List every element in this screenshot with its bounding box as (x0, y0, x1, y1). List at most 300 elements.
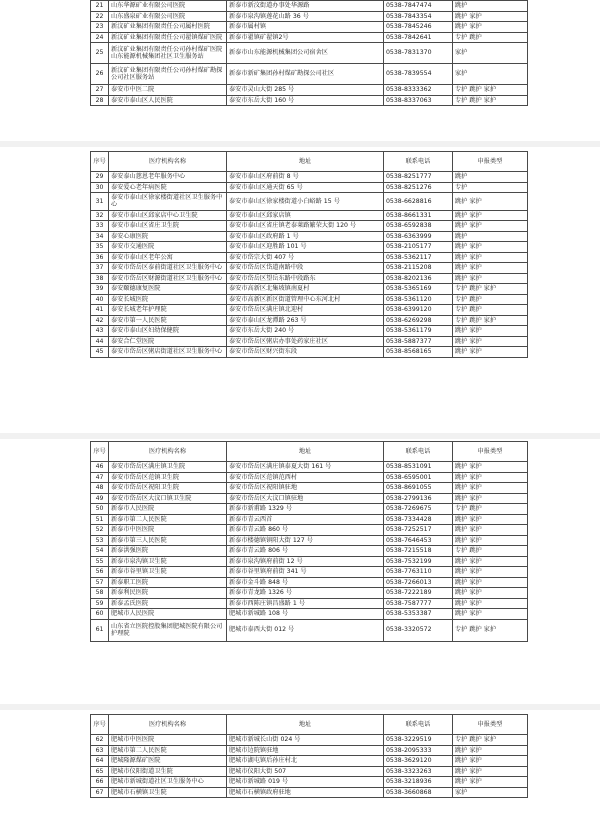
cell-phone: 0538-7845246 (384, 22, 453, 33)
cell-type: 跳护 (453, 1, 528, 12)
cell-phone: 0538-5362117 (384, 252, 453, 263)
cell-address: 新泰市青云西首 (227, 514, 384, 525)
cell-no: 55 (91, 556, 109, 567)
cell-address: 新泰市山东能源机械集团公司宿舍区 (227, 43, 384, 64)
cell-address: 泰安市岱岳区财兴街东段 (227, 347, 384, 358)
cell-address: 泰安市岱岳区祝阳镇驻地 (227, 483, 384, 494)
table-row (91, 556, 528, 567)
cell-address: 肥城市新城长山街 024 号 (227, 735, 384, 746)
cell-no: 56 (91, 567, 109, 578)
cell-phone: 0538-2799136 (384, 493, 453, 504)
cell-no: 25 (91, 43, 109, 64)
table-section-3 (90, 441, 528, 642)
table-row (91, 32, 528, 43)
cell-phone: 0538-8568165 (384, 347, 453, 358)
cell-address: 肥城市泰西大街 012 号 (227, 619, 384, 641)
cell-name: 泰安长城老年护理院 (109, 305, 227, 316)
cell-address: 泰安市东岳大街 160 号 (227, 95, 384, 106)
cell-phone: 0538-8202136 (384, 273, 453, 284)
cell-address: 泰安市泰山区邱家店镇 (227, 210, 384, 221)
cell-no: 37 (91, 263, 109, 274)
table-row (91, 273, 528, 284)
table-row (91, 1, 528, 12)
cell-no: 21 (91, 1, 109, 12)
header-type: 申报类型 (453, 442, 528, 462)
table-row (91, 567, 528, 578)
cell-address: 泰安市泰山区徐家楼街道小白峪路 15 号 (227, 193, 384, 211)
cell-name: 新泰利民医院 (109, 588, 227, 599)
table-row (91, 263, 528, 274)
cell-type: 专护 跳护 (453, 305, 528, 316)
cell-name: 泰安市岱岳区范镇卫生院 (109, 472, 227, 483)
cell-name: 新汶矿业集团有限责任公司属村医院 (109, 22, 227, 33)
cell-no: 41 (91, 305, 109, 316)
cell-phone: 0538-7763110 (384, 567, 453, 578)
cell-no: 59 (91, 598, 109, 609)
cell-no: 33 (91, 221, 109, 232)
cell-address: 新泰市新甫路 1329 号 (227, 504, 384, 515)
cell-phone: 0538-5887377 (384, 336, 453, 347)
cell-phone: 0538-8251276 (384, 182, 453, 193)
cell-name: 泰安合仁堂医院 (109, 336, 227, 347)
cell-name: 肥城市仪阳街道卫生院 (109, 766, 227, 777)
cell-type: 专护 跳护 家护 (453, 284, 528, 295)
cell-no: 63 (91, 745, 109, 756)
table-row (91, 525, 528, 536)
cell-type: 跳护 家护 (453, 193, 528, 211)
table-row (91, 336, 528, 347)
header-phone: 联系电话 (384, 442, 453, 462)
cell-phone: 0538-7847474 (384, 1, 453, 12)
cell-phone: 0538-3218936 (384, 777, 453, 788)
table-row (91, 483, 528, 494)
cell-name: 山东省立医院控股集团肥城医院有限公司护理院 (109, 619, 227, 641)
cell-name: 新泰职工医院 (109, 577, 227, 588)
header-no: 序号 (91, 152, 109, 172)
cell-type: 跳护 家护 (453, 535, 528, 546)
cell-name: 泰安爱心老年病医院 (109, 182, 227, 193)
cell-name: 泰安泰山慈恩老年服务中心 (109, 172, 227, 183)
cell-name: 新泰市人民医院 (109, 504, 227, 515)
cell-no: 58 (91, 588, 109, 599)
table-row (91, 347, 528, 358)
cell-phone: 0538-7839554 (384, 64, 453, 85)
cell-address: 泰安市高新区新区街道管理中心东河北村 (227, 294, 384, 305)
cell-type: 跳护 家护 (453, 273, 528, 284)
table-row (91, 305, 528, 316)
table-row (91, 787, 528, 798)
table-row (91, 777, 528, 788)
cell-phone: 0538-8251777 (384, 172, 453, 183)
cell-address: 泰安市岱宗大街 407 号 (227, 252, 384, 263)
table-section-1 (90, 0, 528, 106)
cell-name: 新汶矿业集团有限责任公司孙村煤矿勘探公司社区服务站 (109, 64, 227, 85)
table-row (91, 766, 528, 777)
table-row (91, 85, 528, 96)
cell-address: 泰安市岱岳区岱道南路中段 (227, 263, 384, 274)
cell-no: 50 (91, 504, 109, 515)
cell-address: 泰安市岱岳区粥店办事处药家庄社区 (227, 336, 384, 347)
table-header-row (91, 442, 528, 462)
cell-no: 65 (91, 766, 109, 777)
cell-name: 新泰市泉沟镇卫生院 (109, 556, 227, 567)
cell-address: 新泰市谷里镇府前街 341 号 (227, 567, 384, 578)
cell-type: 跳护 家护 (453, 242, 528, 253)
cell-address: 新泰市新汶街道办事处华源路 (227, 1, 384, 12)
cell-type: 跳护 家护 (453, 462, 528, 473)
cell-phone: 0538-5361179 (384, 326, 453, 337)
cell-no: 22 (91, 11, 109, 22)
cell-name: 泰安市泰山区妇幼保健院 (109, 326, 227, 337)
cell-name: 泰安市岱岳区财源街道社区卫生服务中心 (109, 273, 227, 284)
cell-phone: 0538-2105177 (384, 242, 453, 253)
table-row (91, 242, 528, 253)
cell-no: 45 (91, 347, 109, 358)
cell-name: 泰安市岱岳区满庄镇卫生院 (109, 462, 227, 473)
cell-phone: 0538-7215518 (384, 546, 453, 557)
cell-name: 泰安长城医院 (109, 294, 227, 305)
cell-type: 专护 跳护 家护 (453, 85, 528, 96)
cell-address: 肥城市新城路 019 号 (227, 777, 384, 788)
header-type: 申报类型 (453, 152, 528, 172)
table-row (91, 231, 528, 242)
cell-type: 跳护 家护 (453, 777, 528, 788)
cell-no: 64 (91, 756, 109, 767)
cell-name: 泰安市交通医院 (109, 242, 227, 253)
cell-phone: 0538-7843354 (384, 11, 453, 22)
cell-address: 肥城市边院镇驻地 (227, 745, 384, 756)
cell-name: 泰安市第一人民医院 (109, 315, 227, 326)
header-name: 医疗机构名称 (109, 152, 227, 172)
cell-phone: 0538-3629120 (384, 756, 453, 767)
table-row (91, 221, 528, 232)
cell-name: 新泰洪强医院 (109, 546, 227, 557)
cell-address: 泰安市泰山区通天街 65 号 (227, 182, 384, 193)
cell-address: 泰安市泰山区政府路 1 号 (227, 231, 384, 242)
cell-phone: 0538-8531091 (384, 462, 453, 473)
cell-type: 跳护 家护 (453, 252, 528, 263)
header-address: 地址 (227, 442, 384, 462)
table-row (91, 745, 528, 756)
header-name: 医疗机构名称 (109, 715, 227, 735)
cell-type: 跳护 家护 (453, 766, 528, 777)
cell-name: 肥城隆源煤矿医院 (109, 756, 227, 767)
cell-address: 肥城市石横镇政府驻地 (227, 787, 384, 798)
cell-type: 跳护 家护 (453, 745, 528, 756)
cell-name: 泰安市中医二院 (109, 85, 227, 96)
cell-no: 62 (91, 735, 109, 746)
cell-phone: 0538-8691055 (384, 483, 453, 494)
table-row (91, 210, 528, 221)
cell-name: 泰安市岱岳区泰前街道社区卫生服务中心 (109, 263, 227, 274)
cell-address: 新泰市金斗路 848 号 (227, 577, 384, 588)
table-row (91, 493, 528, 504)
table-row (91, 252, 528, 263)
cell-type: 专护 (453, 182, 528, 193)
cell-phone: 0538-7587777 (384, 598, 453, 609)
table-row (91, 326, 528, 337)
cell-address: 泰安市东岳大街 240 号 (227, 326, 384, 337)
cell-type: 专护 跳护 家护 (453, 735, 528, 746)
table-row (91, 22, 528, 33)
cell-name: 肥城市第二人民医院 (109, 745, 227, 756)
cell-name: 新泰孟氏医院 (109, 598, 227, 609)
cell-no: 32 (91, 210, 109, 221)
cell-address: 泰安市岱岳区大汶口镇驻地 (227, 493, 384, 504)
cell-no: 35 (91, 242, 109, 253)
table-row (91, 609, 528, 620)
cell-name: 肥城市中医医院 (109, 735, 227, 746)
cell-phone: 0538-2095333 (384, 745, 453, 756)
cell-address: 泰安市灵山大街 285 号 (227, 85, 384, 96)
cell-phone: 0538-7269675 (384, 504, 453, 515)
cell-phone: 0538-7646453 (384, 535, 453, 546)
cell-type: 跳护 家护 (453, 756, 528, 767)
cell-name: 泰安市泰山区省庄卫生院 (109, 221, 227, 232)
table-row (91, 577, 528, 588)
table-row (91, 504, 528, 515)
cell-name: 新泰市谷里镇卫生院 (109, 567, 227, 578)
cell-no: 27 (91, 85, 109, 96)
cell-address: 泰安市高新区北集坡镇南夏村 (227, 284, 384, 295)
cell-no: 53 (91, 535, 109, 546)
cell-phone: 0538-3320572 (384, 619, 453, 641)
cell-phone: 0538-6628816 (384, 193, 453, 211)
cell-address: 肥城市仪阳大街 507 (227, 766, 384, 777)
header-phone: 联系电话 (384, 715, 453, 735)
table-row (91, 514, 528, 525)
table-row (91, 315, 528, 326)
cell-no: 60 (91, 609, 109, 620)
header-phone: 联系电话 (384, 152, 453, 172)
cell-name: 山东盛泉矿业有限公司医院 (109, 11, 227, 22)
cell-name: 泰安颐德康复医院 (109, 284, 227, 295)
cell-address: 泰安市泰山区龙潭路 263 号 (227, 315, 384, 326)
table-row (91, 182, 528, 193)
cell-type: 跳护 (453, 172, 528, 183)
cell-no: 52 (91, 525, 109, 536)
cell-name: 泰安市泰山区人民医院 (109, 95, 227, 106)
cell-no: 26 (91, 64, 109, 85)
cell-phone: 0538-7222189 (384, 588, 453, 599)
cell-name: 肥城市人民医院 (109, 609, 227, 620)
cell-phone: 0538-6363999 (384, 231, 453, 242)
table-row (91, 193, 528, 211)
cell-type: 跳护 家护 (453, 210, 528, 221)
table-row (91, 546, 528, 557)
cell-type: 专护 跳护 家护 (453, 315, 528, 326)
cell-address: 肥城市湖屯镇后孙庄村北 (227, 756, 384, 767)
cell-name: 新泰市第二人民医院 (109, 514, 227, 525)
table-row (91, 95, 528, 106)
cell-address: 泰安市岱岳区望岳东路中段路东 (227, 273, 384, 284)
cell-name: 新汶矿业集团有限责任公司孙村煤矿医院山东能源机械集团社区卫生服务站 (109, 43, 227, 64)
cell-type: 跳护 家护 (453, 221, 528, 232)
page-break (0, 141, 600, 147)
cell-no: 36 (91, 252, 109, 263)
cell-phone: 0538-5365169 (384, 284, 453, 295)
cell-address: 新泰市青云路 806 号 (227, 546, 384, 557)
header-address: 地址 (227, 152, 384, 172)
table-row (91, 11, 528, 22)
cell-name: 泰安市岱岳区祝阳卫生院 (109, 483, 227, 494)
cell-phone: 0538-5361120 (384, 294, 453, 305)
cell-address: 新泰市青云路 860 号 (227, 525, 384, 536)
table-header-row (91, 715, 528, 735)
cell-phone: 0538-6595001 (384, 472, 453, 483)
header-type: 申报类型 (453, 715, 528, 735)
page-break (0, 704, 600, 710)
cell-phone: 0538-7831370 (384, 43, 453, 64)
cell-no: 30 (91, 182, 109, 193)
table-row (91, 294, 528, 305)
cell-no: 40 (91, 294, 109, 305)
table-row (91, 172, 528, 183)
cell-type: 专护 跳护 (453, 546, 528, 557)
cell-phone: 0538-8661331 (384, 210, 453, 221)
cell-name: 山东华源矿业有限公司医院 (109, 1, 227, 12)
cell-type: 跳护 家护 (453, 483, 528, 494)
table-row (91, 472, 528, 483)
cell-name: 泰安市岱岳区粥店街道社区卫生服务中心 (109, 347, 227, 358)
cell-type: 家护 (453, 64, 528, 85)
cell-no: 23 (91, 22, 109, 33)
header-no: 序号 (91, 442, 109, 462)
cell-no: 38 (91, 273, 109, 284)
table-section-2 (90, 151, 528, 358)
cell-no: 29 (91, 172, 109, 183)
cell-no: 42 (91, 315, 109, 326)
cell-name: 泰安心康医院 (109, 231, 227, 242)
cell-type: 跳护 家护 (453, 493, 528, 504)
cell-address: 泰安市泰山区省庄镇老泰莱路繁荣大街 120 号 (227, 221, 384, 232)
cell-phone: 0538-3229519 (384, 735, 453, 746)
cell-type: 跳护 家护 (453, 347, 528, 358)
cell-no: 39 (91, 284, 109, 295)
cell-type: 跳护 家护 (453, 263, 528, 274)
cell-address: 新泰市西陈庄镇昌盛路 1 号 (227, 598, 384, 609)
cell-type: 专护 跳护 家护 (453, 95, 528, 106)
cell-name: 泰安市泰山区邱家店中心卫生院 (109, 210, 227, 221)
cell-phone: 0538-7334428 (384, 514, 453, 525)
cell-no: 48 (91, 483, 109, 494)
cell-name: 泰安市岱岳区大汶口镇卫生院 (109, 493, 227, 504)
cell-name: 泰安市泰山区徐家楼街道社区卫生服务中心 (109, 193, 227, 211)
cell-type: 跳护 家护 (453, 598, 528, 609)
cell-name: 泰安市泰山区老年公寓 (109, 252, 227, 263)
cell-no: 24 (91, 32, 109, 43)
cell-name: 新泰市中医医院 (109, 525, 227, 536)
cell-no: 47 (91, 472, 109, 483)
table-header-row (91, 152, 528, 172)
cell-type: 家护 (453, 787, 528, 798)
cell-type: 家护 (453, 43, 528, 64)
cell-type: 跳护 家护 (453, 514, 528, 525)
cell-type: 跳护 (453, 231, 528, 242)
cell-name: 肥城市石横镇卫生院 (109, 787, 227, 798)
cell-no: 43 (91, 326, 109, 337)
cell-address: 肥城市新城路 108 号 (227, 609, 384, 620)
cell-address: 泰安市岱岳区满庄镇北迎村 (227, 305, 384, 316)
cell-type: 跳护 家护 (453, 336, 528, 347)
cell-type: 专护 跳护 (453, 504, 528, 515)
cell-no: 67 (91, 787, 109, 798)
cell-type: 跳护 家护 (453, 609, 528, 620)
cell-no: 61 (91, 619, 109, 641)
table-row (91, 735, 528, 746)
table-row (91, 462, 528, 473)
table-row (91, 619, 528, 641)
cell-phone: 0538-7252517 (384, 525, 453, 536)
cell-address: 新泰市泉沟镇莲花山路 36 号 (227, 11, 384, 22)
table-row (91, 43, 528, 64)
cell-type: 跳护 家护 (453, 577, 528, 588)
cell-address: 新泰市翟镇矿翟镇2号 (227, 32, 384, 43)
cell-no: 66 (91, 777, 109, 788)
cell-phone: 0538-3660868 (384, 787, 453, 798)
table-row (91, 598, 528, 609)
cell-type: 跳护 家护 (453, 326, 528, 337)
cell-address: 泰安市岱岳区范镇范西村 (227, 472, 384, 483)
page-break (0, 433, 600, 439)
cell-no: 49 (91, 493, 109, 504)
cell-address: 新泰市青龙路 1326 号 (227, 588, 384, 599)
cell-phone: 0538-2115208 (384, 263, 453, 274)
cell-type: 专护 跳护 家护 (453, 619, 528, 641)
cell-no: 46 (91, 462, 109, 473)
table-row (91, 535, 528, 546)
cell-phone: 0538-6399120 (384, 305, 453, 316)
cell-address: 泰安市泰山区迎胜路 101 号 (227, 242, 384, 253)
cell-phone: 0538-7266013 (384, 577, 453, 588)
cell-phone: 0538-5353387 (384, 609, 453, 620)
cell-no: 54 (91, 546, 109, 557)
cell-address: 泰安市岱岳区满庄镇泰夏大街 161 号 (227, 462, 384, 473)
cell-phone: 0538-8337063 (384, 95, 453, 106)
cell-name: 新泰市第三人民医院 (109, 535, 227, 546)
cell-type: 专护 跳护 (453, 32, 528, 43)
cell-type: 跳护 家护 (453, 556, 528, 567)
cell-type: 跳护 家护 (453, 22, 528, 33)
header-no: 序号 (91, 715, 109, 735)
cell-address: 新泰市楼德镇镇阳大街 127 号 (227, 535, 384, 546)
cell-phone: 0538-7532199 (384, 556, 453, 567)
cell-no: 31 (91, 193, 109, 211)
cell-name: 新汶矿业集团有限责任公司翟镇煤矿医院 (109, 32, 227, 43)
cell-phone: 0538-7842641 (384, 32, 453, 43)
table-row (91, 64, 528, 85)
cell-no: 44 (91, 336, 109, 347)
cell-phone: 0538-6592838 (384, 221, 453, 232)
table-row (91, 588, 528, 599)
cell-no: 51 (91, 514, 109, 525)
cell-no: 57 (91, 577, 109, 588)
cell-no: 34 (91, 231, 109, 242)
cell-type: 专护 跳护 (453, 294, 528, 305)
table-section-4 (90, 714, 528, 798)
cell-no: 28 (91, 95, 109, 106)
cell-address: 新泰市泉沟镇府前街 12 号 (227, 556, 384, 567)
header-name: 医疗机构名称 (109, 442, 227, 462)
cell-address: 新泰市新矿集团孙村煤矿勘探公司社区 (227, 64, 384, 85)
cell-type: 跳护 家护 (453, 588, 528, 599)
cell-phone: 0538-8333362 (384, 85, 453, 96)
cell-type: 跳护 家护 (453, 11, 528, 22)
cell-type: 跳护 家护 (453, 567, 528, 578)
cell-phone: 0538-6269298 (384, 315, 453, 326)
cell-type: 跳护 家护 (453, 472, 528, 483)
table-row (91, 284, 528, 295)
